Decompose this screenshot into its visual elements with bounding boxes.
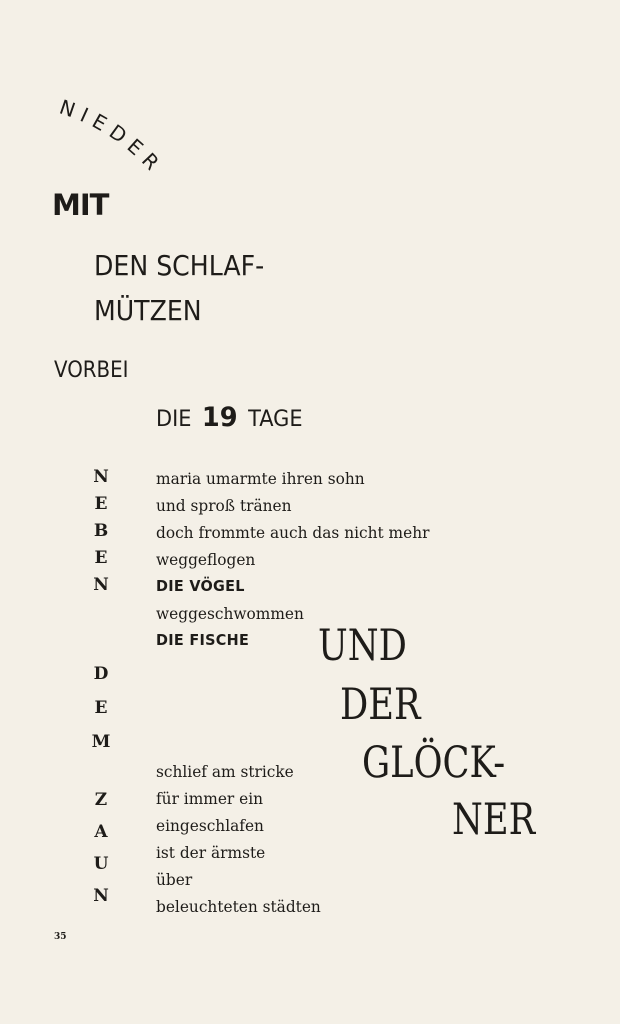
poem-line: doch frommte auch das nicht mehr: [156, 523, 430, 542]
vertical-letter: Z: [94, 790, 108, 810]
poem-line: ist der ärmste: [156, 843, 266, 862]
vertical-letter: A: [94, 822, 108, 842]
die-word: DIE: [156, 407, 192, 432]
vertical-letter: N: [93, 886, 109, 906]
vertical-letter: B: [93, 521, 109, 541]
tage-word: TAGE: [248, 407, 303, 432]
vertical-letter: U: [93, 854, 109, 874]
big-ner: NER: [452, 795, 536, 845]
big-und: UND: [318, 621, 407, 671]
poem-bottom-block: [156, 758, 321, 920]
big-gloeck: GLÖCK-: [362, 738, 506, 788]
vertical-dem: [88, 664, 114, 766]
vertical-neben: [88, 467, 114, 602]
poem-line: schlief am stricke: [156, 762, 294, 781]
page-number: 35: [54, 932, 67, 942]
poem-line: beleuchteten städten: [156, 897, 321, 916]
vertical-letter: N: [93, 467, 109, 487]
vertical-letter: D: [93, 664, 109, 684]
poem-line-voegel: DIE VÖGEL: [156, 577, 245, 595]
nieder-textpath: NIEDER: [56, 94, 169, 180]
vertical-letter: E: [94, 494, 108, 514]
poem-line-fische: DIE FISCHE: [156, 631, 250, 649]
vertical-zaun: [88, 790, 114, 918]
vertical-letter: E: [94, 698, 108, 718]
vertical-letter: E: [94, 548, 108, 568]
mit-heading: MIT: [52, 188, 109, 222]
vorbei-line: VORBEI: [54, 358, 129, 383]
nineteen-number: 19: [201, 402, 238, 433]
poem-line: weggeschwommen: [156, 604, 304, 623]
poem-line: über: [156, 870, 193, 889]
poem-line: weggeflogen: [156, 550, 256, 569]
poem-line: für immer ein: [156, 789, 264, 808]
poem-line: eingeschlafen: [156, 816, 264, 835]
schlaf-line: DEN SCHLAF-: [94, 249, 265, 282]
nieder-text: [56, 95, 168, 180]
muetzen-line: MÜTZEN: [94, 294, 202, 327]
poem-line: und sproß tränen: [156, 496, 292, 515]
die-19-tage-line: [156, 402, 303, 433]
poem-line: maria umarmte ihren sohn: [156, 469, 365, 488]
big-der: DER: [340, 680, 421, 730]
vertical-letter: M: [91, 732, 111, 752]
vertical-letter: N: [93, 575, 109, 595]
